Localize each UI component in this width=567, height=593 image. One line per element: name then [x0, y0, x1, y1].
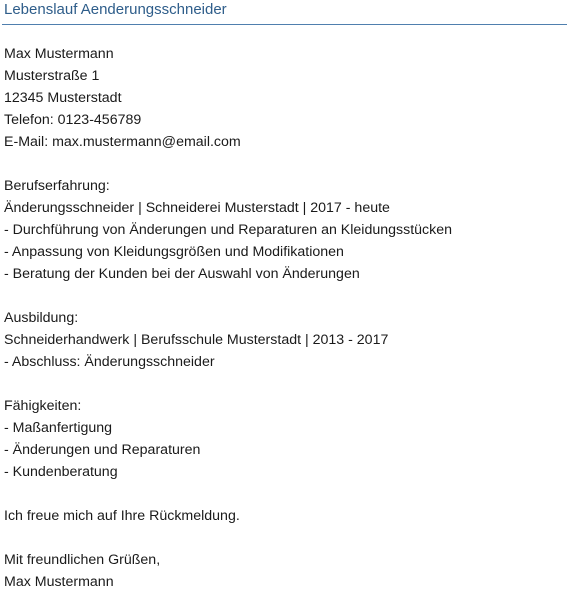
skills-item: - Änderungen und Reparaturen	[4, 442, 201, 458]
section-spacer	[4, 285, 564, 307]
contact-email: E-Mail: max.mustermann@email.com	[4, 134, 241, 150]
section-spacer	[4, 373, 564, 395]
document-body	[4, 43, 564, 593]
skills-item: - Maßanfertigung	[4, 420, 113, 436]
education-heading: Ausbildung:	[4, 310, 79, 326]
section-spacer	[4, 527, 564, 549]
experience-position: Änderungsschneider | Schneiderei Musterstadt | 2017 - heute	[4, 200, 390, 216]
closing-greeting: Mit freundlichen Grüßen,	[4, 552, 161, 568]
education-section	[4, 307, 564, 373]
experience-heading: Berufserfahrung:	[4, 178, 110, 194]
closing-section	[4, 505, 564, 593]
closing-message: Ich freue mich auf Ihre Rückmeldung.	[4, 508, 240, 524]
skills-heading: Fähigkeiten:	[4, 398, 82, 414]
experience-item: - Beratung der Kunden bei der Auswahl von Änderungen	[4, 266, 360, 282]
experience-section	[4, 175, 564, 285]
education-item: - Abschluss: Änderungsschneider	[4, 354, 215, 370]
education-program: Schneiderhandwerk | Berufsschule Musterstadt | 2013 - 2017	[4, 332, 389, 348]
contact-street: Musterstraße 1	[4, 68, 100, 84]
contact-city: 12345 Musterstadt	[4, 90, 122, 106]
section-spacer	[4, 483, 564, 505]
experience-item: - Durchführung von Änderungen und Reparaturen an Kleidungsstücken	[4, 222, 452, 238]
contact-name: Max Mustermann	[4, 46, 114, 62]
experience-item: - Anpassung von Kleidungsgrößen und Modifikationen	[4, 244, 344, 260]
section-spacer	[4, 153, 564, 175]
skills-item: - Kundenberatung	[4, 464, 118, 480]
skills-section	[4, 395, 564, 483]
title-underline	[2, 24, 567, 25]
contact-block	[4, 43, 564, 153]
contact-phone: Telefon: 0123-456789	[4, 112, 142, 128]
document-title: Lebenslauf Aenderungsschneider	[4, 1, 227, 18]
signature-name: Max Mustermann	[4, 574, 114, 590]
